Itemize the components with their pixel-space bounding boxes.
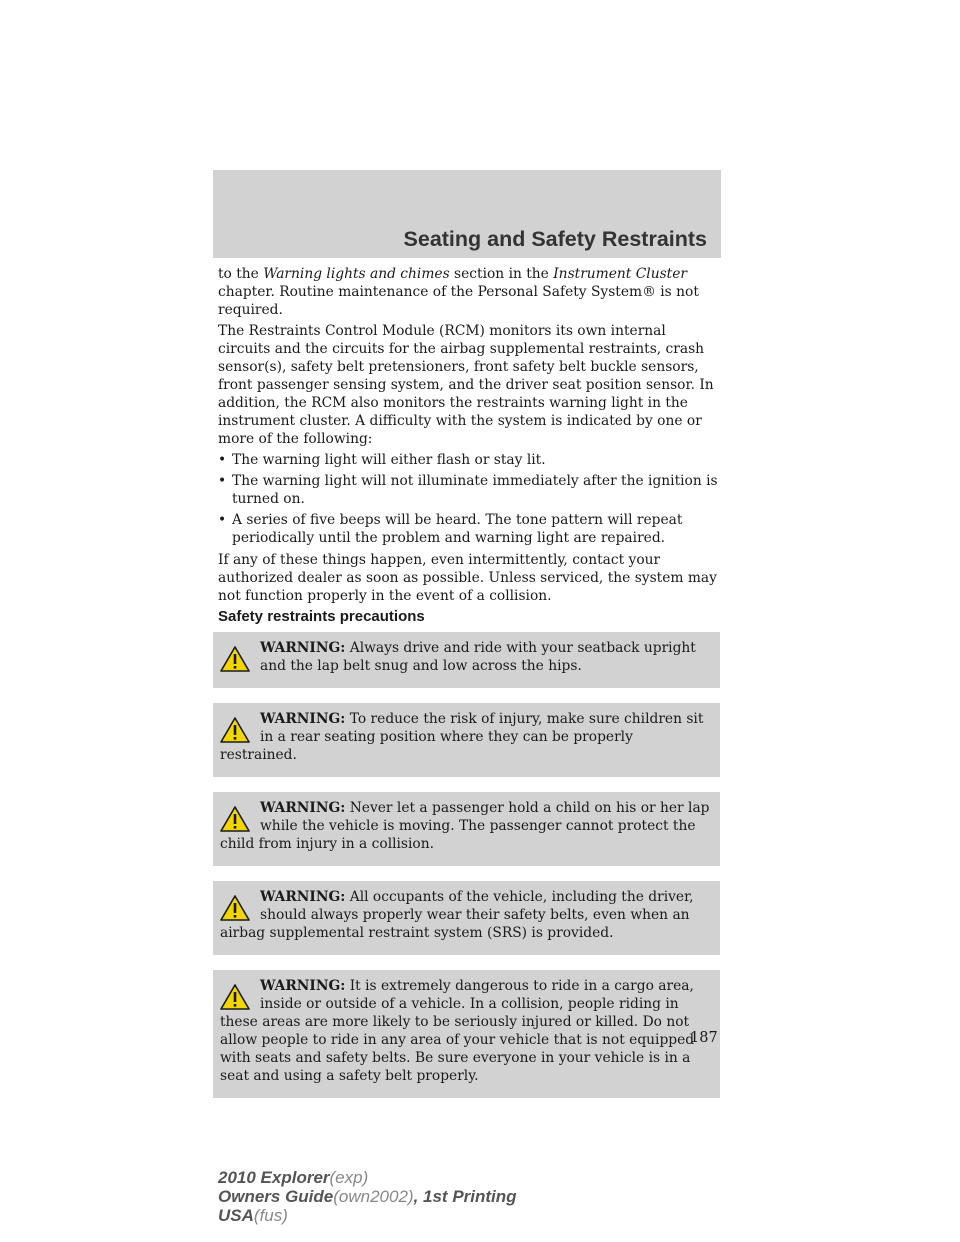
intro-middle: section in the: [449, 266, 554, 282]
warning-label: WARNING:: [260, 978, 346, 994]
warning-text: It is extremely dangerous to ride in a cargo area, inside or outside of a vehicle. In a collision, people riding in these areas are more likely to be seriously injured or killed. Do not allow people to ride in any area of your vehicle that is not equipped with seats and safety belts. Be sure everyone in your vehicle is in a seat and using a safety belt properly.: [220, 978, 695, 1084]
footer-line-guide: [218, 1187, 517, 1206]
footer-market: USA: [218, 1206, 254, 1225]
warning-box: [213, 632, 720, 688]
footer-model: 2010 Explorer: [218, 1168, 330, 1187]
page-content: [218, 265, 718, 1113]
footer-guide-code: (own2002): [333, 1187, 414, 1206]
warning-triangle-icon: [220, 646, 254, 672]
warning-triangle-icon: [220, 717, 254, 743]
symptom-list: [218, 451, 718, 547]
warning-box: [213, 703, 720, 777]
warning-text: All occupants of the vehicle, including the driver, should always properly wear their safety belts, even when an airbag supplemental restraint system (SRS) is provided.: [220, 889, 694, 941]
footer-model-code: (exp): [329, 1168, 369, 1187]
section-header-band: [213, 170, 721, 258]
footer-line-market: [218, 1206, 517, 1225]
rcm-paragraph: The Restraints Control Module (RCM) monitors its own internal circuits and the circuits for the airbag supplemental restraints, crash sensor(s), safety belt pretensioners, front safety belt buckle sensors, front passenger sensing system, and the driver seat position sensor. In addition, the RCM also monitors the restraints warning light in the instrument cluster. A difficulty with the system is indicated by one or more of the following:: [218, 323, 714, 447]
list-item: • The warning light will not illuminate immediately after the ignition is turned on.: [218, 472, 718, 508]
warning-label: WARNING:: [260, 800, 346, 816]
list-item: • A series of five beeps will be heard. The tone pattern will repeat periodically until the problem and warning light are repaired.: [218, 511, 718, 547]
warning-box: [213, 792, 720, 866]
intro-paragraph: [218, 265, 718, 319]
warning-text: Always drive and ride with your seatback upright and the lap belt snug and low across the hips.: [260, 640, 696, 674]
warning-text: Never let a passenger hold a child on his or her lap while the vehicle is moving. The passenger cannot protect the child from injury in a collision.: [220, 800, 710, 852]
warning-triangle-icon: [220, 984, 254, 1010]
precautions-heading: Safety restraints precautions: [218, 608, 425, 625]
intro-suffix: chapter. Routine maintenance of the Personal Safety System® is not required.: [218, 284, 699, 318]
print-footer: [218, 1168, 517, 1225]
section-title: Seating and Safety Restraints: [403, 227, 707, 251]
intro-prefix: to the: [218, 266, 264, 282]
footer-printing: , 1st Printing: [413, 1187, 517, 1206]
warning-triangle-icon: [220, 895, 254, 921]
instrument-cluster-reference: Instrument Cluster: [553, 266, 687, 282]
warning-label: WARNING:: [260, 889, 346, 905]
footer-market-code: (fus): [253, 1206, 288, 1225]
warning-text: To reduce the risk of injury, make sure children sit in a rear seating position where they can be properly restrained.: [220, 711, 704, 763]
list-item: • The warning light will either flash or stay lit.: [218, 451, 718, 469]
page-number: 187: [690, 1030, 718, 1046]
warning-box: [213, 881, 720, 955]
dealer-paragraph: If any of these things happen, even intermittently, contact your authorized dealer as soon as possible. Unless serviced, the system may not function properly in the event of a collision.: [218, 552, 717, 604]
warning-triangle-icon: [220, 806, 254, 832]
warning-label: WARNING:: [260, 711, 346, 727]
warning-label: WARNING:: [260, 640, 346, 656]
warning-box: [213, 970, 720, 1098]
footer-guide: Owners Guide: [218, 1187, 334, 1206]
warning-lights-reference: Warning lights and chimes: [263, 266, 450, 282]
footer-line-model: [218, 1168, 517, 1187]
